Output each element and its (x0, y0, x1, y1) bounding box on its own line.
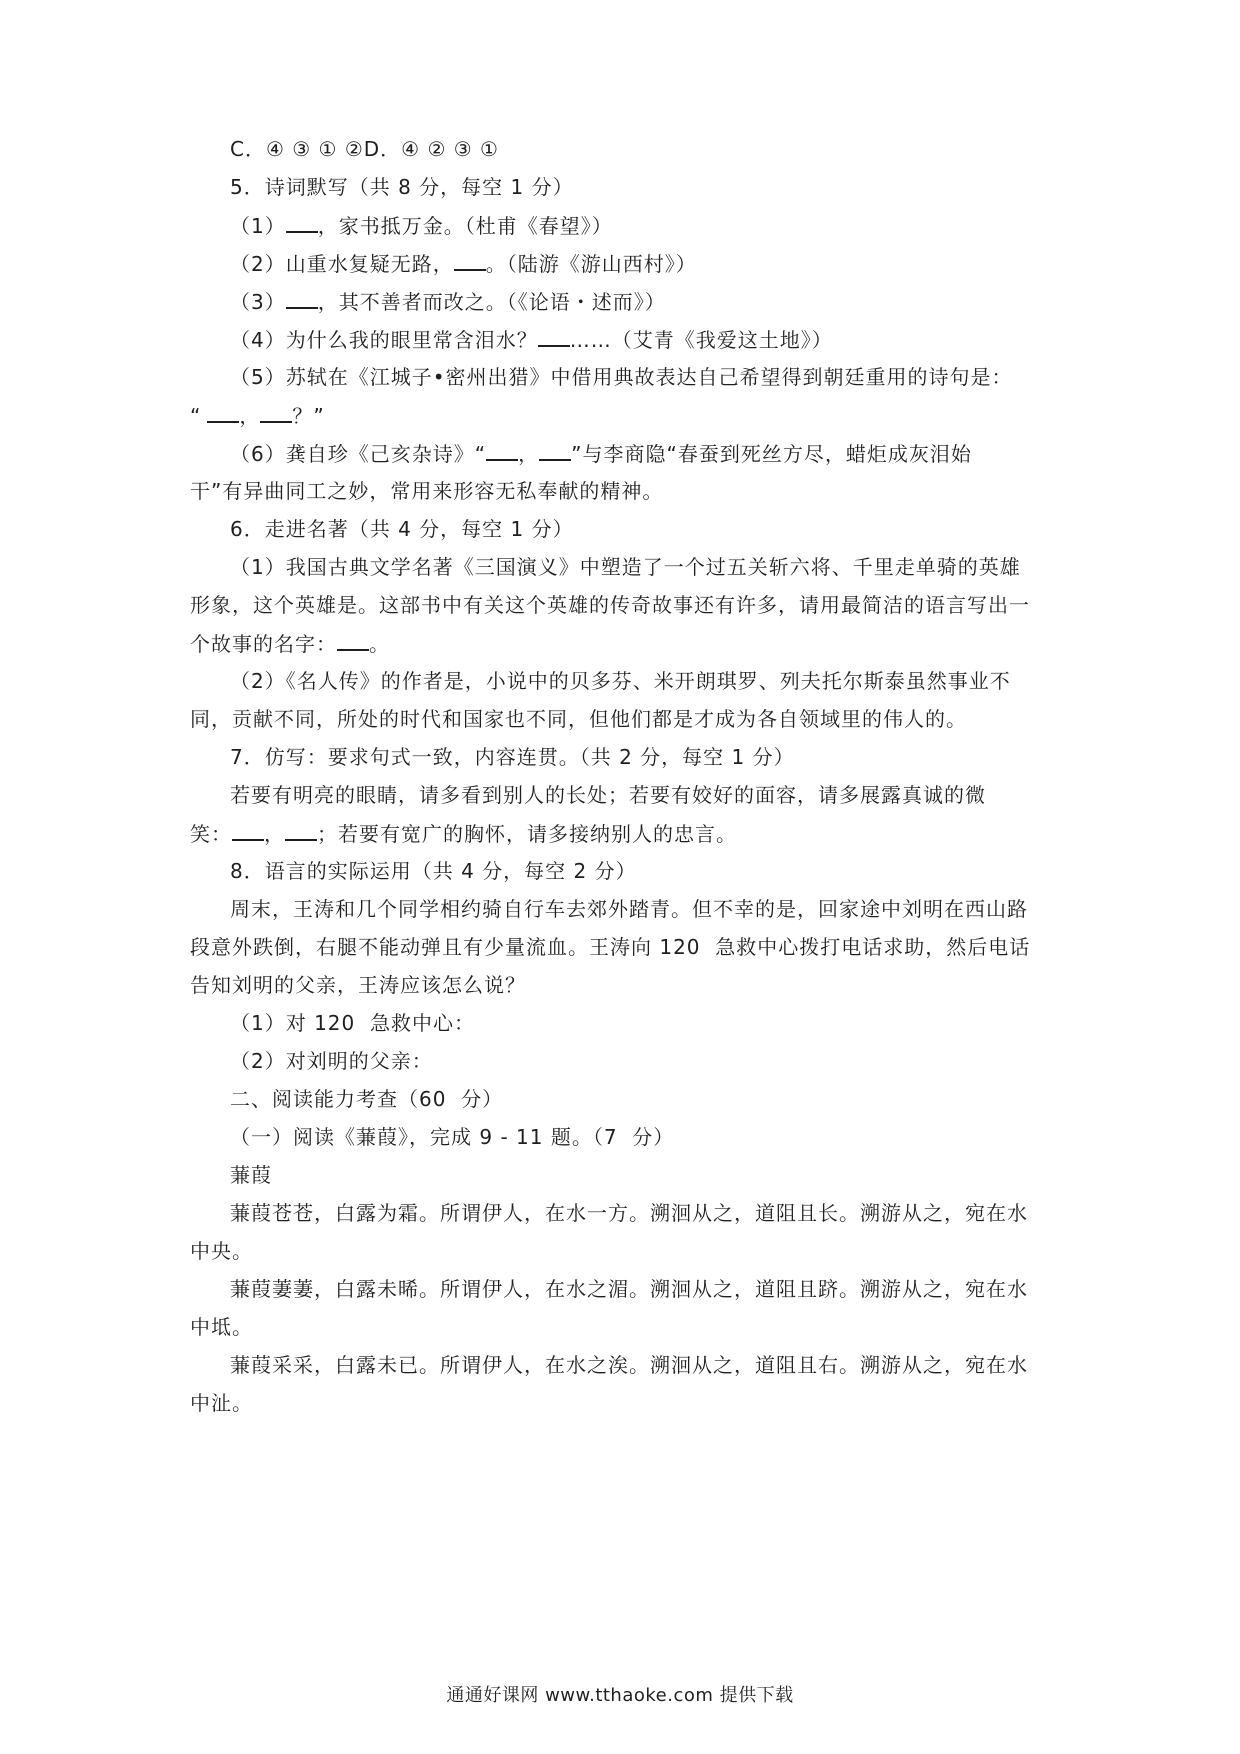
q6-item-2 (230, 667, 1011, 695)
item-prefix: （1） (230, 214, 286, 238)
title-text: 蒹葭 (230, 1163, 272, 1187)
answer-blank[interactable] (207, 401, 239, 423)
q8-item-2 (230, 1047, 433, 1075)
poem-stanza-1 (230, 1199, 1028, 1227)
answer-blank[interactable] (260, 401, 292, 423)
comma: ， (518, 442, 540, 466)
poem-stanza-2-cont (190, 1313, 253, 1341)
poem-text: 中沚。 (190, 1391, 253, 1415)
q5-item-4 (230, 325, 833, 354)
comma: ， (264, 822, 285, 846)
item-text: 笑： (190, 822, 232, 846)
q5-item-3 (230, 287, 666, 316)
question-6-heading (230, 515, 574, 543)
item-text: 形象，这个英雄是。这部书中有关这个英雄的传奇故事还有许多，请用最简洁的语言写出一 (190, 593, 1030, 617)
q5-item-2 (230, 249, 697, 278)
item-text: （2）对刘明的父亲： (230, 1049, 433, 1073)
answer-blank[interactable] (486, 439, 518, 461)
item-text-end: ”与李商隐“春蚕到死丝方尽，蜡炬成灰泪始 (571, 442, 972, 466)
item-prefix: （3） (230, 290, 286, 314)
poem-text: 蒹葭萋萋，白露未晞。所谓伊人，在水之湄。溯洄从之，道阻且跻。溯游从之，宛在水 (230, 1277, 1028, 1301)
heading-text: （一）阅读《蒹葭》，完成 9 - 11 题。（7 分） (230, 1125, 675, 1149)
item-text: （1）对 120 急救中心： (230, 1011, 475, 1035)
q5-item-6 (230, 439, 972, 468)
item-text: 若要有明亮的眼睛，请多看到别人的长处；若要有姣好的面容，请多展露真诚的微 (230, 783, 986, 807)
passage-text: 段意外跌倒，右腿不能动弹且有少量流血。王涛向 120 急救中心拨打电话求助，然后电话 (190, 935, 1031, 959)
item-text: （6）龚自珍《己亥杂诗》“ (230, 442, 487, 466)
reading-1-heading (230, 1123, 674, 1151)
q8-passage-3 (190, 971, 526, 999)
passage-text: 周末，王涛和几个同学相约骑自行车去郊外踏青。但不幸的是，回家途中刘明在西山路 (230, 897, 1028, 921)
item-text-end: ；若要有宽广的胸怀，请多接纳别人的忠言。 (317, 822, 737, 846)
item-text: （2）山重水复疑无路， (230, 252, 454, 276)
heading-text: 7．仿写：要求句式一致，内容连贯。（共 2 分，每空 1 分） (230, 745, 795, 769)
question-8-heading (230, 857, 637, 885)
heading-text: 8．语言的实际运用（共 4 分，每空 2 分） (230, 859, 637, 883)
item-text: （2）《名人传》的作者是，小说中的贝多芬、米开朗琪罗、列夫托尔斯泰虽然事业不 (230, 669, 1011, 693)
answer-blank[interactable] (539, 439, 571, 461)
question-5-heading (230, 173, 574, 201)
q5-item-6-cont (190, 477, 663, 505)
q8-item-1 (230, 1009, 475, 1037)
q7-prompt (230, 781, 986, 809)
heading-text: 6．走进名著（共 4 分，每空 1 分） (230, 517, 574, 541)
q5-item-5-answer (190, 401, 325, 430)
item-text: 个故事的名字： (190, 632, 337, 656)
item-text: （5）苏轼在《江城子•密州出猎》中借用典故表达自己希望得到朝廷重用的诗句是： (230, 365, 1013, 389)
poem-stanza-3 (230, 1351, 1028, 1379)
poem-text: 中坻。 (190, 1315, 253, 1339)
q6-item-1-cont2 (190, 629, 390, 658)
item-text: ，家书抵万金。（杜甫《春望》） (317, 214, 613, 238)
q6-item-1-cont (190, 591, 1030, 619)
item-text: 同，贡献不同，所处的时代和国家也不同，但他们都是才成为各自领域里的伟人的。 (190, 707, 967, 731)
poem-stanza-3-cont (190, 1389, 253, 1417)
answer-blank[interactable] (285, 819, 317, 841)
poem-title (230, 1161, 272, 1189)
section-2-heading (230, 1085, 503, 1113)
q6-item-2-cont (190, 705, 967, 733)
passage-text: 告知刘明的父亲，王涛应该怎么说？ (190, 973, 526, 997)
page-footer: 通通好课网 www.tthaoke.com 提供下载 (446, 1685, 794, 1706)
poem-stanza-2 (230, 1275, 1028, 1303)
quote-open: “ (190, 404, 202, 428)
answer-blank[interactable] (337, 629, 369, 651)
item-text: （1）我国古典文学名著《三国演义》中塑造了一个过五关斩六将、千里走单骑的英雄 (230, 555, 1021, 579)
q6-item-1 (230, 553, 1021, 581)
answer-blank[interactable] (538, 325, 570, 347)
quote-close: ？” (292, 404, 325, 428)
poem-stanza-1-cont (190, 1237, 253, 1265)
q8-passage-2 (190, 933, 1030, 961)
item-text: ，其不善者而改之。（《论语・述而》） (317, 290, 666, 314)
answer-blank[interactable] (286, 287, 318, 309)
item-text-end: 。 (369, 632, 390, 656)
option-line-cd (230, 135, 499, 163)
q5-item-1 (230, 211, 613, 240)
heading-text: 二、阅读能力考查（60 分） (230, 1087, 504, 1111)
q5-item-5 (230, 363, 1013, 391)
item-text-end: ……（艾青《我爱这土地》） (569, 328, 833, 352)
q8-passage-1 (230, 895, 1028, 923)
poem-text: 中央。 (190, 1239, 253, 1263)
q7-answer (190, 819, 737, 848)
answer-blank[interactable] (286, 211, 318, 233)
comma: ， (239, 404, 261, 428)
item-text: （4）为什么我的眼里常含泪水？ (230, 328, 538, 352)
poem-text: 蒹葭苍苍，白露为霜。所谓伊人，在水一方。溯洄从之，道阻且长。溯游从之，宛在水 (230, 1201, 1028, 1225)
answer-blank[interactable] (454, 249, 486, 271)
item-text-end: 。（陆游《游山西村》） (485, 252, 697, 276)
answer-blank[interactable] (232, 819, 264, 841)
poem-text: 蒹葭采采，白露未已。所谓伊人，在水之涘。溯洄从之，道阻且右。溯游从之，宛在水 (230, 1353, 1028, 1377)
item-text: 干”有异曲同工之妙，常用来形容无私奉献的精神。 (190, 479, 664, 503)
heading-text: 5．诗词默写（共 8 分，每空 1 分） (230, 175, 574, 199)
option-text: C．④ ③ ① ②D．④ ② ③ ① (230, 137, 499, 161)
question-7-heading (230, 743, 795, 771)
